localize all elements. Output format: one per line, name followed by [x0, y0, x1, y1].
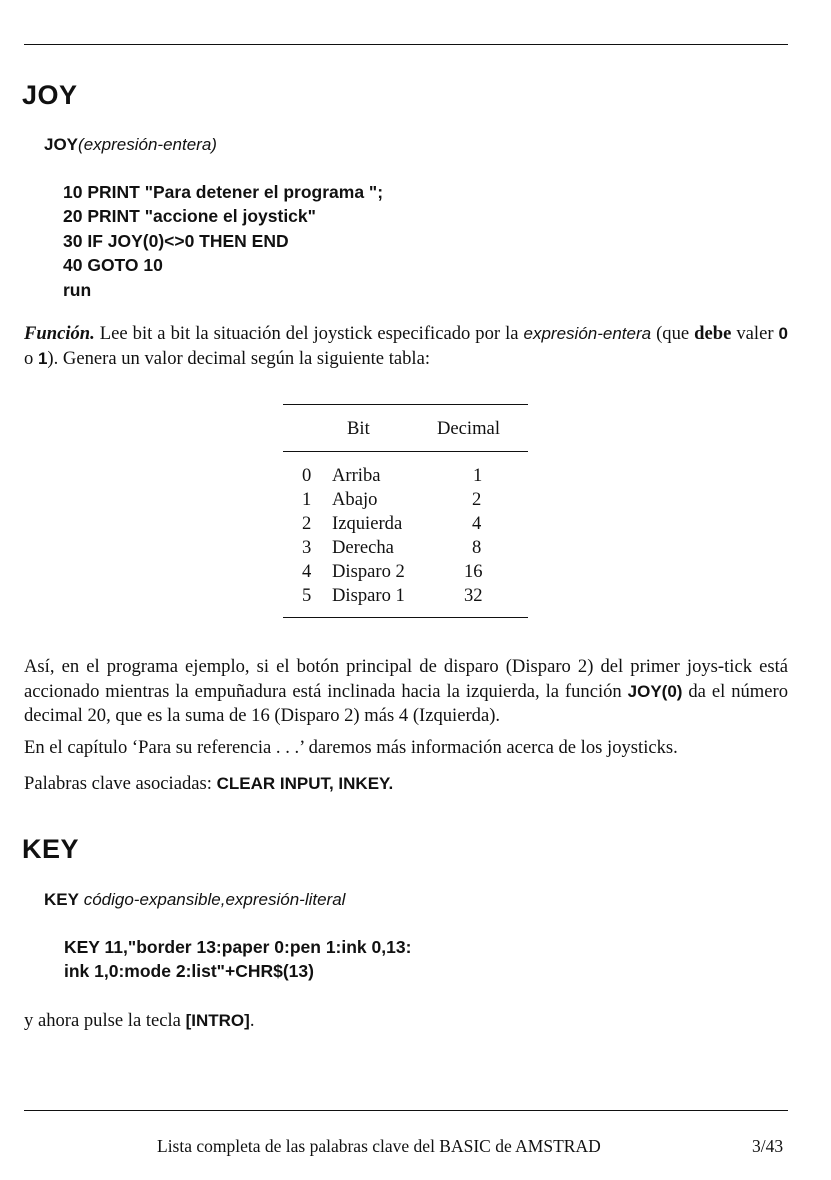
code-line: 10 PRINT "Para detener el programa ";: [63, 182, 384, 202]
row-name: Abajo: [332, 489, 378, 510]
joy-heading: JOY: [22, 80, 78, 110]
bottom-rule: [24, 1110, 788, 1111]
funcion-value-1: 1: [37, 348, 48, 368]
row-bit: 0: [302, 465, 312, 486]
instruction-text: y ahora pulse la tecla: [24, 1010, 186, 1031]
table-row: [283, 585, 528, 609]
code-line: KEY 11,"border 13:paper 0:pen 1:ink 0,13:: [64, 937, 412, 957]
row-bit: 4: [302, 561, 312, 582]
example-paragraph: [24, 655, 788, 729]
example-text: da el número decimal 20, que es la suma de 16 (Disparo 2) más 4 (Izquierda).: [24, 680, 788, 726]
code-line: run: [63, 279, 92, 300]
funcion-text: o: [24, 347, 38, 369]
joy-code-block: [63, 180, 383, 302]
keywords-value: CLEAR INPUT, INKEY.: [216, 774, 394, 793]
funcion-debe: debe: [694, 323, 732, 344]
row-name: Disparo 1: [332, 585, 405, 606]
instruction-end: .: [249, 1010, 255, 1031]
table-row: [283, 561, 528, 585]
row-bit: 5: [302, 585, 312, 606]
reference-paragraph: En el capítulo ‘Para su referencia . . .’ daremos más información acerca de los joysticks.: [24, 737, 678, 758]
row-decimal: 4: [472, 513, 482, 534]
joy-syntax: [44, 135, 217, 155]
row-bit: 1: [302, 489, 312, 510]
code-line: 40 GOTO 10: [63, 255, 163, 276]
code-line: 30 IF JOY(0)<>0 THEN END: [63, 230, 289, 251]
funcion-text: valer: [731, 323, 779, 344]
key-syntax-keyword: KEY: [44, 890, 79, 909]
row-name: Izquierda: [332, 513, 403, 534]
funcion-paragraph: [24, 322, 788, 371]
key-syntax: [44, 890, 345, 910]
funcion-text: Lee bit a bit la situación del joystick especificado por la: [94, 323, 524, 344]
top-rule: [24, 44, 788, 45]
row-decimal: 16: [464, 561, 483, 582]
key-code-block: [64, 935, 411, 984]
code-line: 20 PRINT "accione el joystick": [63, 206, 316, 227]
table-row: [283, 465, 528, 489]
joy-syntax-keyword: JOY: [44, 135, 79, 154]
row-decimal: 8: [472, 537, 482, 558]
row-name: Derecha: [332, 537, 394, 558]
code-line: ink 1,0:mode 2:list"+CHR$(13): [64, 961, 314, 982]
row-name: Arriba: [332, 465, 381, 486]
joy-syntax-argument: (expresión-entera): [78, 135, 217, 154]
page-number: 3/43: [752, 1136, 784, 1156]
funcion-value-0: 0: [778, 324, 788, 343]
table-row: [283, 489, 528, 513]
keywords-paragraph: [24, 773, 393, 795]
table-row: [283, 513, 528, 537]
row-bit: 3: [302, 537, 312, 558]
table-header-bit: Bit: [347, 418, 370, 439]
table-header-rule: [283, 451, 528, 452]
table-header-decimal: Decimal: [437, 418, 500, 439]
funcion-label: Función.: [24, 323, 95, 344]
example-keyword: JOY(0): [627, 681, 683, 701]
example-text: Así, en el programa ejemplo, si el botón principal de disparo (Disparo 2) del primer joys-tick está accionado mientras la empuñadura está inclinada hacia la izquierda, la función: [24, 656, 788, 702]
funcion-text: (que: [651, 323, 695, 344]
row-decimal: 1: [473, 465, 483, 486]
footer-title: Lista completa de las palabras clave del BASIC de AMSTRAD: [157, 1136, 601, 1156]
key-instruction: [24, 1010, 254, 1032]
row-decimal: 32: [464, 585, 483, 606]
row-bit: 2: [302, 513, 312, 534]
key-heading: KEY: [22, 834, 80, 864]
row-name: Disparo 2: [332, 561, 405, 582]
table-bottom-rule: [283, 617, 528, 618]
row-decimal: 2: [472, 489, 482, 510]
table-top-rule: [283, 404, 528, 405]
table-row: [283, 537, 528, 561]
key-syntax-argument: código-expansible,expresión-literal: [78, 890, 346, 909]
instruction-keyword: [INTRO]: [185, 1011, 250, 1030]
keywords-label: Palabras clave asociadas:: [24, 773, 217, 794]
funcion-text: ). Genera un valor decimal según la siguiente tabla:: [47, 347, 431, 369]
funcion-expression: expresión-entera: [523, 324, 652, 343]
